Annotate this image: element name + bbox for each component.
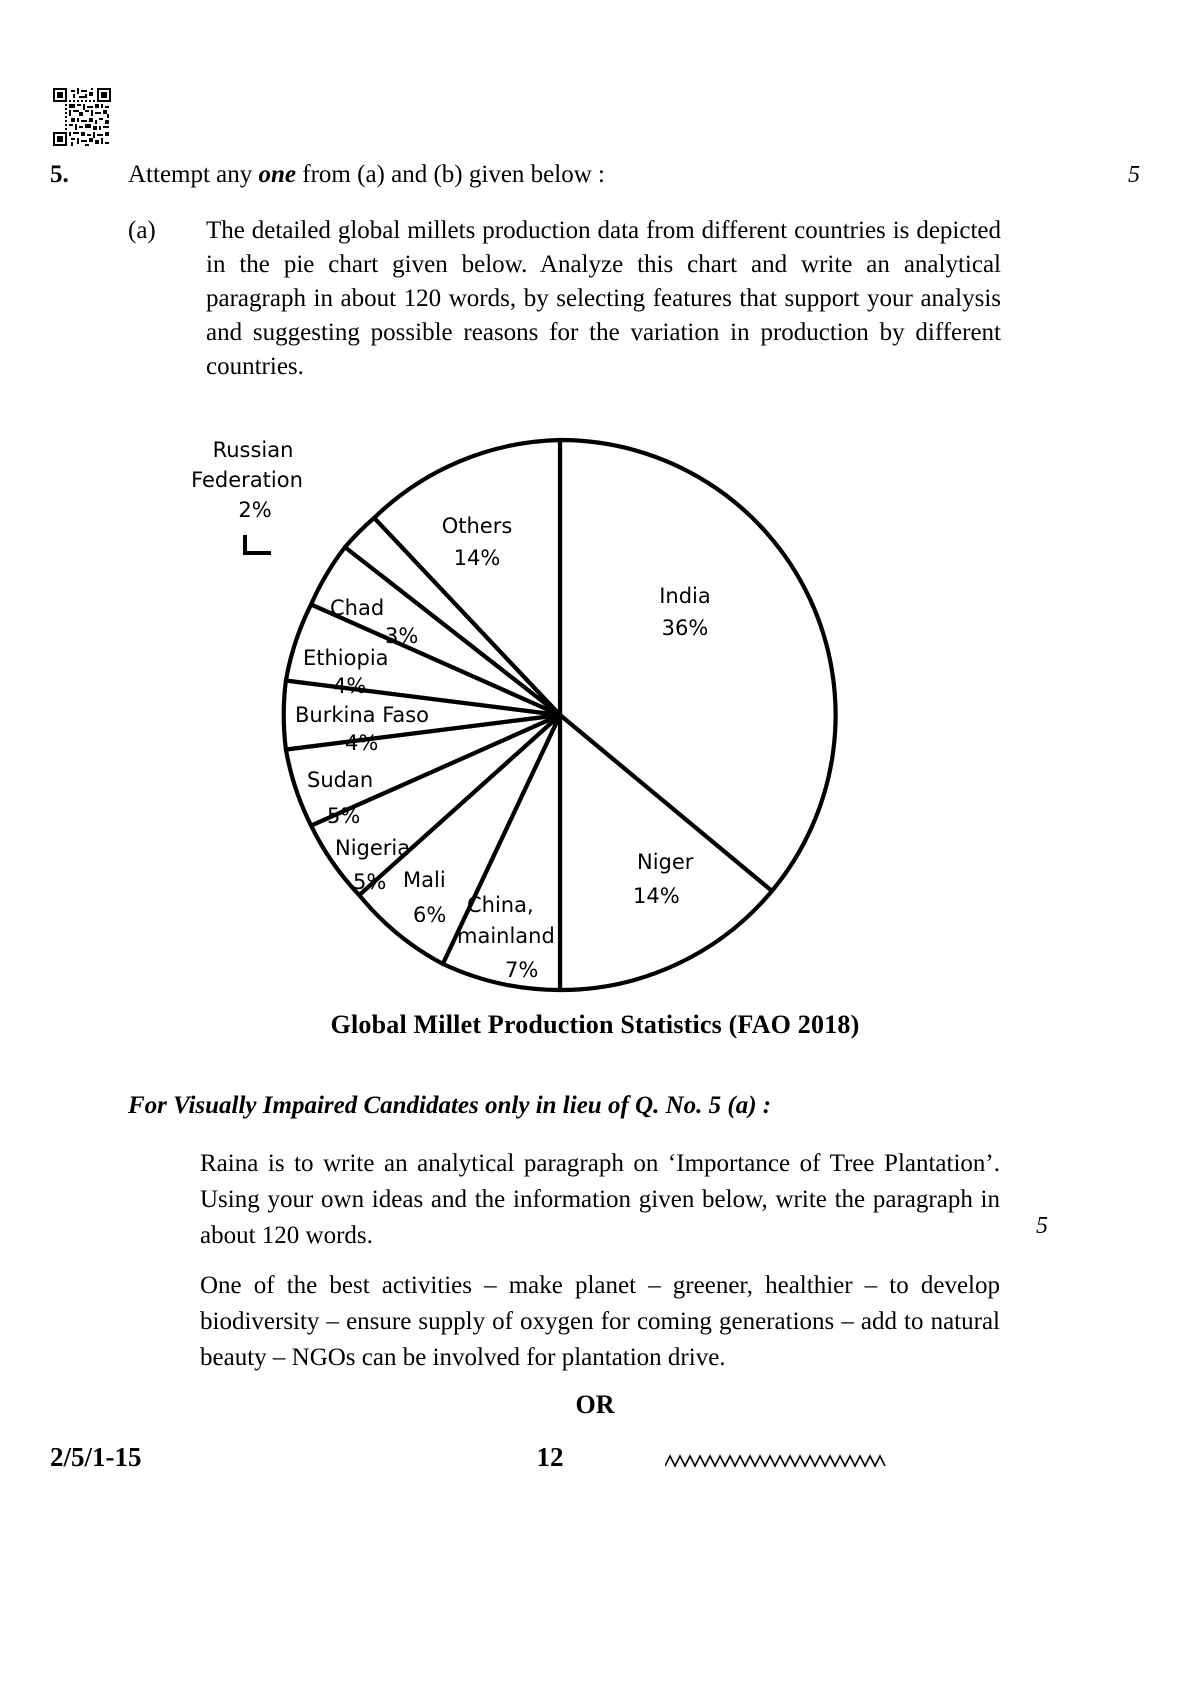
pie-label-ethiopia-value: 4% [333,674,367,698]
pie-label-nigeria: Nigeria [335,836,411,860]
pie-chart-svg [185,425,1005,1010]
footer-page-number: 12 [536,1442,564,1472]
pie-label-mali-value: 6% [413,903,447,927]
visually-impaired-paragraph-2: One of the best activities – make planet – greener, healthier – to develop biodiversity – ensure supply of oxygen for coming generations – add to natural beauty – NGOs can be involved for plantation drive. [200,1272,1000,1371]
pie-label-india: India [659,584,711,608]
pie-label-russian-federation-line2: Federation [191,468,303,492]
pie-label-chad-value: 3% [385,624,419,648]
question-sub-text: The detailed global millets production data from different countries is depicted in the pie chart given below. Analyze this chart and write an analytical paragraph in about 120 words, by selecting features that support your analysis and suggesting possible reasons for the variation in production by different countries. [206,217,1001,380]
instruction-emphasis: one [258,161,297,188]
chart-caption: Global Millet Production Statistics (FAO 2018) [330,1010,860,1039]
pie-label-others: Others [441,514,513,538]
pie-chart [0,425,1190,1025]
visually-impaired-body [200,1146,1000,1390]
visually-impaired-paragraph-1: Raina is to write an analytical paragraph on ‘Importance of Tree Plantation’. Using your own ideas and the information given below, write the paragraph in about 120 words. [200,1150,1000,1249]
pie-label-china-value: 7% [505,958,539,982]
leader-line-russian-federation [245,535,271,553]
pie-label-ethiopia: Ethiopia [303,646,389,670]
pie-label-burkina-faso: Burkina Faso [295,703,430,727]
pie-label-china-line1: China, [467,893,534,917]
pie-label-sudan: Sudan [307,768,374,792]
question-sub-label: (a) [128,217,156,244]
pie-label-russian-federation-value: 2% [238,498,272,522]
qr-code-icon [53,88,111,146]
question-instruction [128,158,1100,192]
question-block [50,158,1140,384]
pie-label-india-value: 36% [661,616,709,640]
page-footer [50,1442,1140,1482]
visually-impaired-heading: For Visually Impaired Candidates only in lieu of Q. No. 5 (a) : [128,1092,772,1119]
question-number: 5. [50,161,69,188]
pie-label-china-line2: mainland [457,924,555,948]
instruction-prefix: Attempt any [128,161,259,188]
pie-label-niger-value: 14% [633,884,680,908]
question-sub-a [50,214,1140,384]
pie-label-sudan-value: 5% [327,804,361,828]
question-heading-row [50,158,1140,192]
pie-label-russian-federation-line1: Russian [212,438,294,462]
visually-impaired-marks: 5 [1036,1213,1048,1239]
pie-label-chad: Chad [330,596,385,620]
instruction-suffix: from (a) and (b) given below : [296,161,605,188]
pie-label-others-value: 14% [453,546,501,570]
pie-label-niger: Niger [637,850,694,874]
pie-label-burkina-faso-value: 4% [345,731,379,755]
question-marks: 5 [1128,162,1140,188]
pie-label-nigeria-value: 5% [353,870,387,894]
or-divider: OR [575,1390,615,1419]
footer-paper-code: 2/5/1-15 [50,1442,142,1472]
zigzag-rule-icon [665,1450,895,1472]
pie-label-mali: Mali [403,868,446,892]
